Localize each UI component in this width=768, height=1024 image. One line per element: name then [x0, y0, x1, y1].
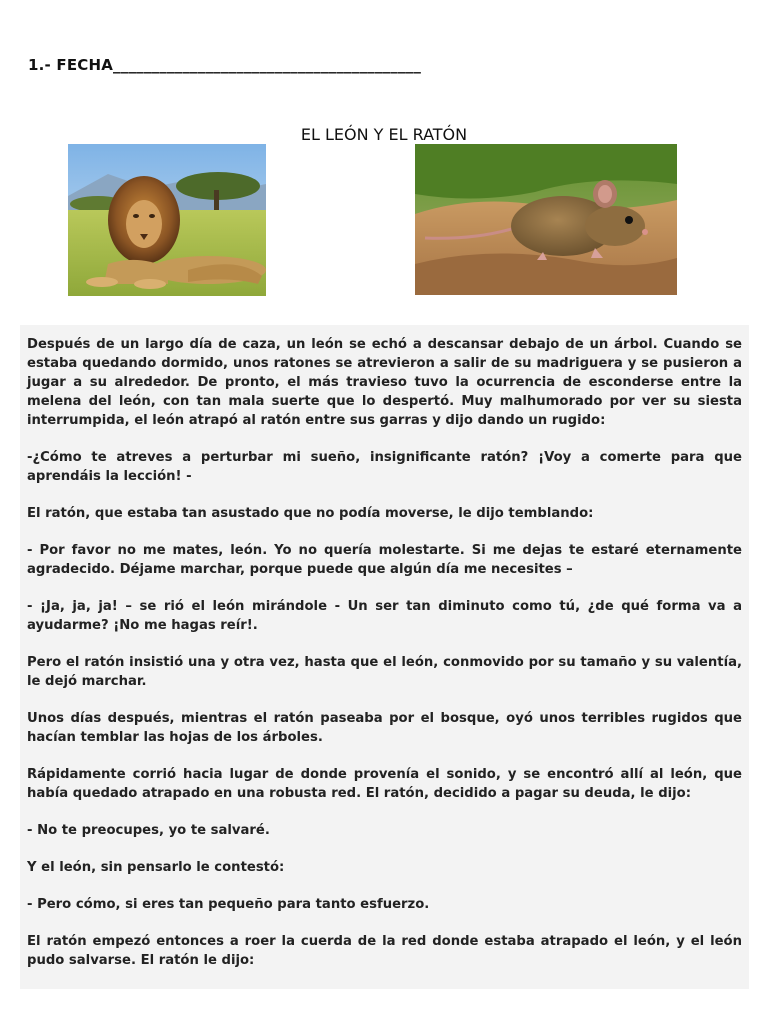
story-paragraph: Y el león, sin pensarlo le contestó:	[27, 860, 285, 875]
story-text-box	[20, 325, 749, 989]
story-paragraph: - No te preocupes, yo te salvaré.	[27, 823, 270, 838]
story-paragraph: El ratón, que estaba tan asustado que no podía moverse, le dijo temblando:	[27, 506, 594, 521]
story-paragraph: - Por favor no me mates, león. Yo no quería molestarte. Si me dejas te estaré eternamente agradecido. Déjame marchar, porque puede que algún día me necesites –	[27, 543, 742, 577]
story-paragraph: - ¡Ja, ja, ja! – se rió el león mirándole - Un ser tan diminuto como tú, ¿de qué forma va a ayudarme? ¡No me hagas reír!.	[27, 599, 742, 633]
story-paragraph: Rápidamente corrió hacia lugar de donde provenía el sonido, y se encontró allí al león, que había quedado atrapado en una robusta red. El ratón, decidido a pagar su deuda, le dijo:	[27, 767, 742, 801]
fecha-line: 1.- FECHA________________________________________	[28, 56, 422, 74]
story-paragraph: -¿Cómo te atreves a perturbar mi sueño, insignificante ratón? ¡Voy a comerte para que aprendáis la lección! -	[27, 450, 742, 484]
lion-photo	[68, 144, 266, 296]
story-paragraph: El ratón empezó entonces a roer la cuerda de la red donde estaba atrapado el león, y el león pudo salvarse. El ratón le dijo:	[27, 934, 742, 968]
story-paragraph: Pero el ratón insistió una y otra vez, hasta que el león, conmovido por su tamaño y su valentía, le dejó marchar.	[27, 655, 742, 689]
page-title: EL LEÓN Y EL RATÓN	[300, 124, 468, 144]
story-paragraph: Unos días después, mientras el ratón paseaba por el bosque, oyó unos terribles rugidos que hacían temblar las hojas de los árboles.	[27, 711, 742, 745]
mouse-photo	[415, 144, 677, 295]
story-paragraph: - Pero cómo, si eres tan pequeño para tanto esfuerzo.	[27, 897, 430, 912]
story-paragraph: Después de un largo día de caza, un león se echó a descansar debajo de un árbol. Cuando se estaba quedando dormido, unos ratones se atrevieron a salir de su madriguera y se pusieron a jugar a su alrededor. De pronto, el más travieso tuvo la ocurrencia de esconderse entre la melena del león, con tan mala suerte que lo despertó. Muy malhumorado por ver su siesta interrumpida, el león atrapó al ratón entre sus garras y dijo dando un rugido:	[27, 337, 742, 428]
